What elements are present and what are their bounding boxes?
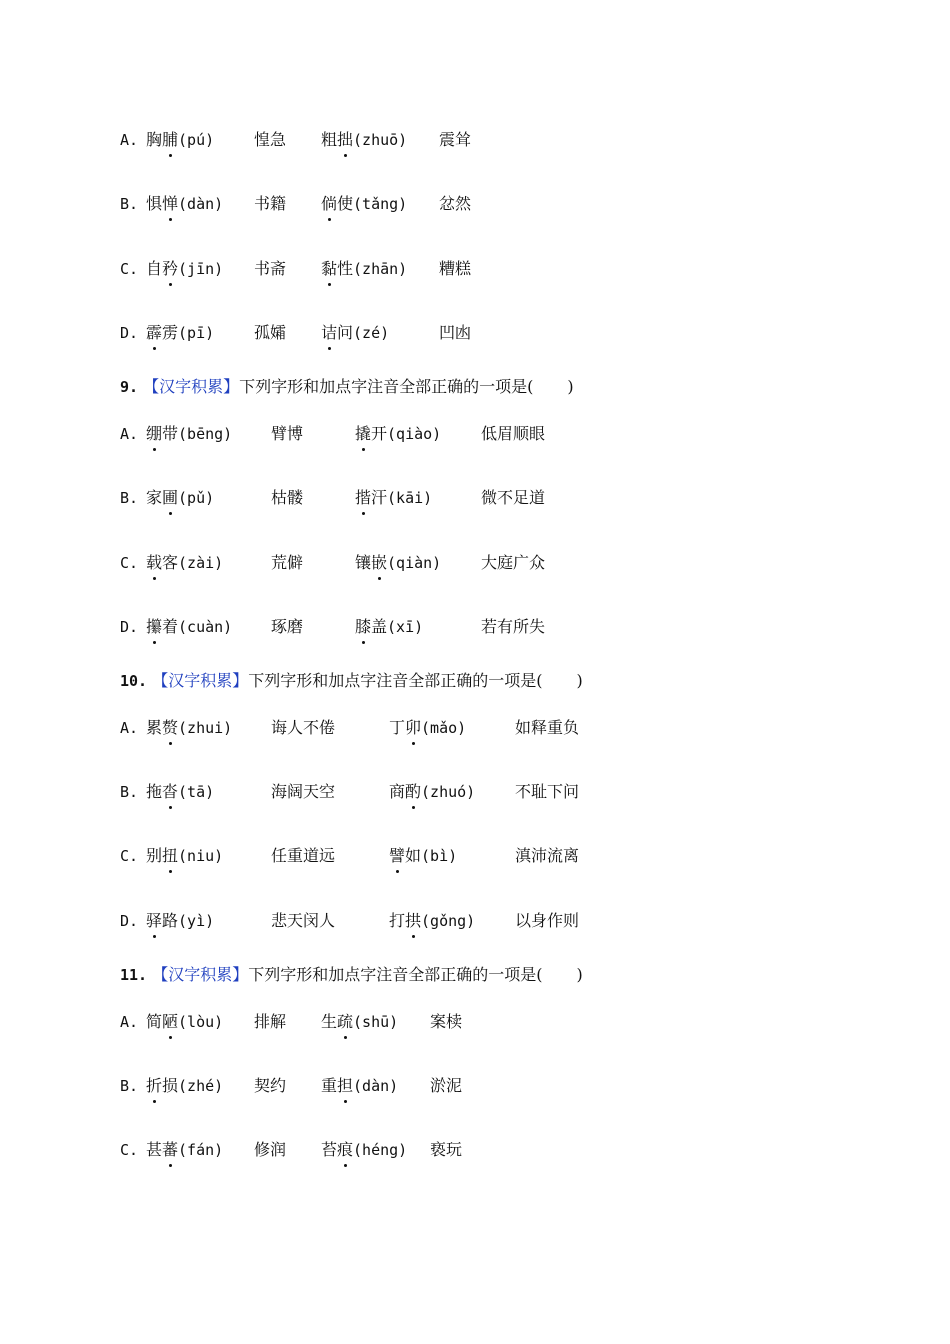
option-label: B. [120,195,139,213]
word-4: 忿然 [439,194,472,213]
option-label-cell [120,1010,138,1034]
option-label-cell [120,192,138,216]
word-char: 苔 [321,1140,338,1159]
word-char: 拖 [146,782,163,801]
word-1 [146,128,214,152]
pinyin: (zé) [353,324,390,342]
pinyin: (zhuō) [353,131,408,149]
dotted-char: 扭 [162,844,178,868]
word-char: 自 [146,259,163,278]
word-2: 荒僻 [271,553,304,572]
pinyin: (pú) [178,131,215,149]
option-label: B. [120,489,139,507]
word-char: 胸 [146,130,163,149]
question-number: 10. [120,672,148,690]
word-3 [321,192,407,216]
word-3 [355,551,441,575]
word-char: 惧 [146,194,163,213]
word-1 [146,780,214,804]
word-3 [389,716,466,740]
pinyin: (zhuó) [421,783,476,801]
word-4: 滇沛流离 [515,846,580,865]
dotted-char: 惮 [162,192,178,216]
dotted-char: 矜 [162,257,178,281]
option-label-cell [120,780,138,804]
question-number: 9. [120,378,139,396]
question-number: 11. [120,966,148,984]
q9-stem [120,375,574,399]
word-3 [321,257,407,281]
word-char: 镶 [355,553,372,572]
dotted-char: 陋 [162,1010,178,1034]
word-char: 带 [162,424,179,443]
pinyin: (tā) [178,783,215,801]
pinyin: (yì) [178,912,215,930]
dotted-char: 痕 [337,1138,353,1162]
pinyin: (gǒng) [421,912,476,930]
word-char: 路 [162,911,179,930]
dotted-char: 疏 [337,1010,353,1034]
word-char: 雳 [162,323,179,342]
pinyin: (qiào) [387,425,442,443]
pinyin: (shū) [353,1013,399,1031]
word-1 [146,1138,223,1162]
word-3 [389,909,475,933]
word-char: 盖 [371,617,388,636]
option-label: A. [120,425,139,443]
word-char: 生 [321,1012,338,1031]
word-4: 微不足道 [481,488,546,507]
word-3 [355,615,423,639]
word-3 [321,128,407,152]
option-label: C. [120,847,139,865]
word-3 [355,422,441,446]
word-2: 孤孀 [254,323,287,342]
dotted-char: 脯 [162,128,178,152]
word-2: 修润 [254,1140,287,1159]
pinyin: (zhé) [178,1077,224,1095]
category-tag: 【汉字积累】 [152,965,249,984]
pinyin: (zhān) [353,260,408,278]
word-2: 排解 [254,1012,287,1031]
word-1 [146,716,232,740]
pinyin: (xī) [387,618,424,636]
word-2: 悲天闵人 [271,911,336,930]
word-1 [146,1074,223,1098]
word-1 [146,257,223,281]
dotted-char: 撬 [355,422,371,446]
word-1 [146,615,232,639]
word-4: 案椟 [430,1012,463,1031]
word-2: 契约 [254,1076,287,1095]
word-2: 海阔天空 [271,782,336,801]
word-char: 家 [146,488,163,507]
option-label: A. [120,1013,139,1031]
dotted-char: 载 [146,551,162,575]
pinyin: (jīn) [178,260,224,278]
word-char: 如 [405,846,422,865]
word-char: 累 [146,718,163,737]
word-char: 问 [337,323,354,342]
q10-stem [120,669,583,693]
pinyin: (héng) [353,1141,408,1159]
option-label: D. [120,912,139,930]
word-4: 大庭广众 [481,553,546,572]
word-2: 书斋 [254,259,287,278]
pinyin: (dàn) [353,1077,399,1095]
option-label-cell [120,1138,138,1162]
word-1 [146,844,223,868]
word-4: 淤泥 [430,1076,463,1095]
option-label: D. [120,324,139,342]
question-text: 下列字形和加点字注音全部正确的一项是( [239,377,534,396]
option-label-cell [120,909,138,933]
category-tag: 【汉字积累】 [152,671,249,690]
pinyin: (tǎng) [353,195,408,213]
word-4: 低眉顺眼 [481,424,546,443]
word-4: 震耸 [439,130,472,149]
dotted-char: 拱 [405,909,421,933]
option-label-cell [120,128,138,152]
word-4: 如释重负 [515,718,580,737]
word-3 [321,1010,398,1034]
word-char: 商 [389,782,406,801]
word-1 [146,1010,223,1034]
word-char: 损 [162,1076,179,1095]
word-char: 开 [371,424,388,443]
option-label-cell [120,844,138,868]
dotted-char: 绷 [146,422,162,446]
option-label-cell [120,615,138,639]
dotted-char: 赘 [162,716,178,740]
dotted-char: 攥 [146,615,162,639]
word-4: 糟糕 [439,259,472,278]
option-label: A. [120,719,139,737]
q11-stem [120,963,583,987]
word-4: 以身作则 [515,911,580,930]
dotted-char: 诘 [321,321,337,345]
question-text: 下列字形和加点字注音全部正确的一项是( [248,965,543,984]
dotted-char: 担 [337,1074,353,1098]
word-char: 客 [162,553,179,572]
word-3 [389,844,457,868]
pinyin: (qiàn) [387,554,442,572]
pinyin: (mǎo) [421,719,467,737]
pinyin: (zài) [178,554,224,572]
dotted-char: 蕃 [162,1138,178,1162]
word-char: 使 [337,194,354,213]
word-3 [355,486,432,510]
option-label: C. [120,260,139,278]
dotted-char: 拙 [337,128,353,152]
pinyin: (bēng) [178,425,233,443]
word-3 [321,1074,398,1098]
word-3 [389,780,475,804]
word-1 [146,486,214,510]
close-paren: ) [567,377,574,396]
word-1 [146,192,223,216]
word-2: 任重道远 [271,846,336,865]
word-1 [146,909,214,933]
dotted-char: 譬 [389,844,405,868]
pinyin: (lòu) [178,1013,224,1031]
pinyin: (dàn) [178,195,224,213]
dotted-char: 霹 [146,321,162,345]
option-label-cell [120,486,138,510]
word-char: 简 [146,1012,163,1031]
option-label: B. [120,783,139,801]
word-1 [146,321,214,345]
word-2: 书籍 [254,194,287,213]
word-2: 枯髅 [271,488,304,507]
word-char: 丁 [389,718,406,737]
word-char: 打 [389,911,406,930]
option-label-cell [120,257,138,281]
option-label-cell [120,716,138,740]
option-label: A. [120,131,139,149]
word-char: 粗 [321,130,338,149]
pinyin: (niu) [178,847,224,865]
word-4: 亵玩 [430,1140,463,1159]
dotted-char: 圃 [162,486,178,510]
close-paren: ) [576,671,583,690]
word-char: 甚 [146,1140,163,1159]
dotted-char: 嵌 [371,551,387,575]
dotted-char: 黏 [321,257,337,281]
pinyin: (fán) [178,1141,224,1159]
option-label: C. [120,554,139,572]
option-label-cell [120,551,138,575]
word-4: 不耻下问 [515,782,580,801]
option-label: D. [120,618,139,636]
word-char: 重 [321,1076,338,1095]
word-2: 臂博 [271,424,304,443]
word-1 [146,422,232,446]
option-label: C. [120,1141,139,1159]
option-label-cell [120,422,138,446]
dotted-char: 沓 [162,780,178,804]
dotted-char: 揩 [355,486,371,510]
word-char: 性 [337,259,354,278]
word-2: 诲人不倦 [271,718,336,737]
option-label-cell [120,321,138,345]
word-2: 惶急 [254,130,287,149]
category-tag: 【汉字积累】 [143,377,240,396]
dotted-char: 驿 [146,909,162,933]
word-char: 别 [146,846,163,865]
question-text: 下列字形和加点字注音全部正确的一项是( [248,671,543,690]
dotted-char: 倘 [321,192,337,216]
pinyin: (kāi) [387,489,433,507]
word-1 [146,551,223,575]
pinyin: (zhui) [178,719,233,737]
dotted-char: 折 [146,1074,162,1098]
word-4: 凹凼 [439,323,472,342]
pinyin: (bì) [421,847,458,865]
pinyin: (pǔ) [178,489,215,507]
word-char: 汗 [371,488,388,507]
dotted-char: 卯 [405,716,421,740]
pinyin: (cuàn) [178,618,233,636]
word-3 [321,321,389,345]
dotted-char: 酌 [405,780,421,804]
close-paren: ) [576,965,583,984]
word-3 [321,1138,407,1162]
dotted-char: 膝 [355,615,371,639]
word-char: 着 [162,617,179,636]
option-label: B. [120,1077,139,1095]
pinyin: (pī) [178,324,215,342]
word-4: 若有所失 [481,617,546,636]
option-label-cell [120,1074,138,1098]
word-2: 琢磨 [271,617,304,636]
